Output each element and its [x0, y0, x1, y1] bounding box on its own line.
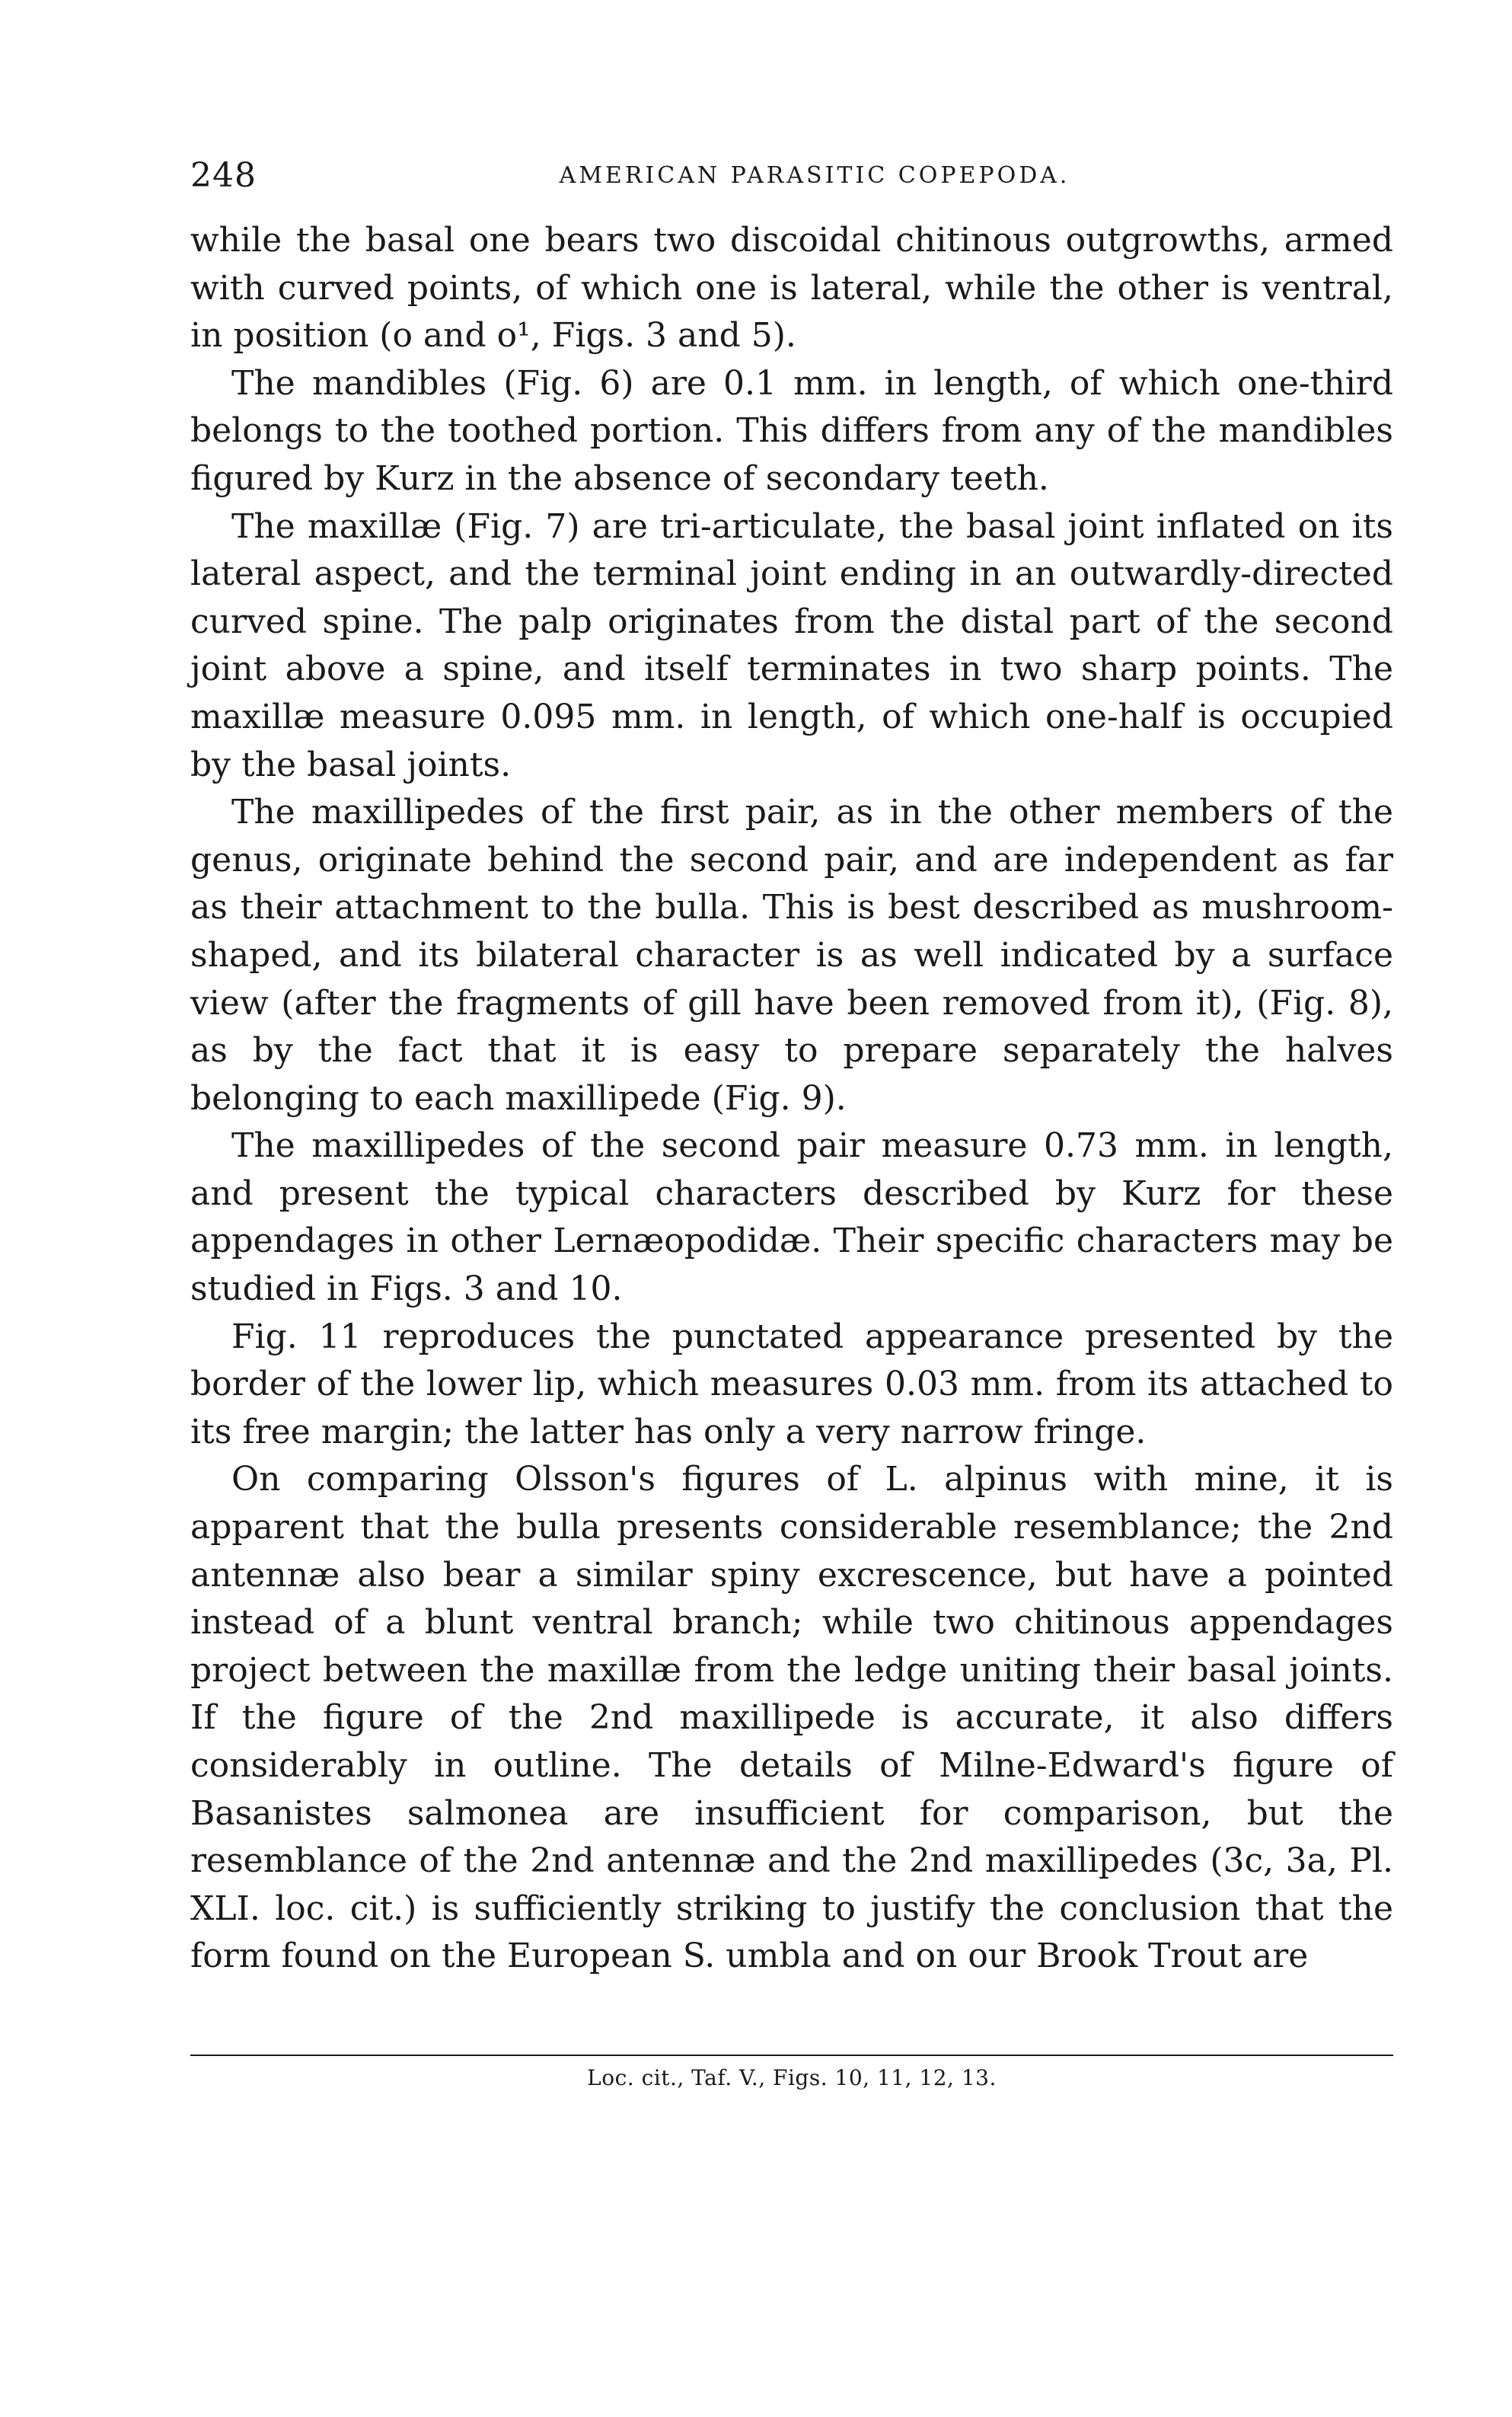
- paragraph: while the basal one bears two discoidal chitinous outgrowths, armed with curved points, of which one is lateral, while the other is ventral, in position (o and o¹, Figs. 3 and 5).: [190, 221, 1393, 356]
- paragraph: The maxillipedes of the first pair, as in the other members of the genus, originate behind the second pair, and are independent as far as their attachment to the bulla. This is best described as mushroom-shaped, and its bilateral character is as well indicated by a surface view (after the fragments of gill have been removed from it), (Fig. 8), as by the fact that it is easy to prepare separately the halves belonging to each maxillipede (Fig. 9).: [190, 793, 1393, 1118]
- footnote-rule: [190, 2055, 1393, 2056]
- running-head: [190, 156, 1393, 202]
- paragraph: Fig. 11 reproduces the punctated appearance presented by the border of the lower lip, which measures 0.03 mm. from its attached to its free margin; the latter has only a very narrow fringe.: [190, 1317, 1393, 1451]
- paragraph: The mandibles (Fig. 6) are 0.1 mm. in length, of which one-third belongs to the toothed portion. This differs from any of the mandibles figured by Kurz in the absence of secondary teeth.: [190, 363, 1393, 498]
- paragraph: The maxillipedes of the second pair measure 0.73 mm. in length, and present the typical characters described by Kurz for these appendages in other Lernæopodidæ. Their specific characters may be studied in Figs. 3 and 10.: [190, 1126, 1393, 1309]
- page: [190, 156, 1393, 1981]
- paragraph: The maxillæ (Fig. 7) are tri-articulate, the basal joint inflated on its lateral aspect, and the terminal joint ending in an outwardly-directed curved spine. The palp originates from the distal part of the second joint above a spine, and itself terminates in two sharp points. The maxillæ measure 0.095 mm. in length, of which one-half is occupied by the basal joints.: [190, 506, 1393, 784]
- footnote: Loc. cit., Taf. V., Figs. 10, 11, 12, 13.: [587, 2065, 997, 2090]
- page-number: 248: [190, 156, 257, 195]
- body-text: [190, 217, 1393, 1981]
- paragraph: On comparing Olsson's figures of L. alpinus with mine, it is apparent that the bulla presents considerable resemblance; the 2nd antennæ also bear a similar spiny excrescence, but have a pointed instead of a blunt ventral branch; while two chitinous appendages project between the maxillæ from the ledge uniting their basal joints. If the figure of the 2nd maxillipede is accurate, it also differs considerably in outline. The details of Milne-Edward's figure of Basanistes salmonea are insufficient for comparison, but the resemblance of the 2nd antennæ and the 2nd maxillipedes (3c, 3a, Pl. XLI. loc. cit.) is sufficiently striking to justify the conclusion that the form found on the European S. umbla and on our Brook Trout are: [190, 1460, 1393, 1976]
- running-title: AMERICAN PARASITIC COPEPODA.: [559, 162, 1070, 189]
